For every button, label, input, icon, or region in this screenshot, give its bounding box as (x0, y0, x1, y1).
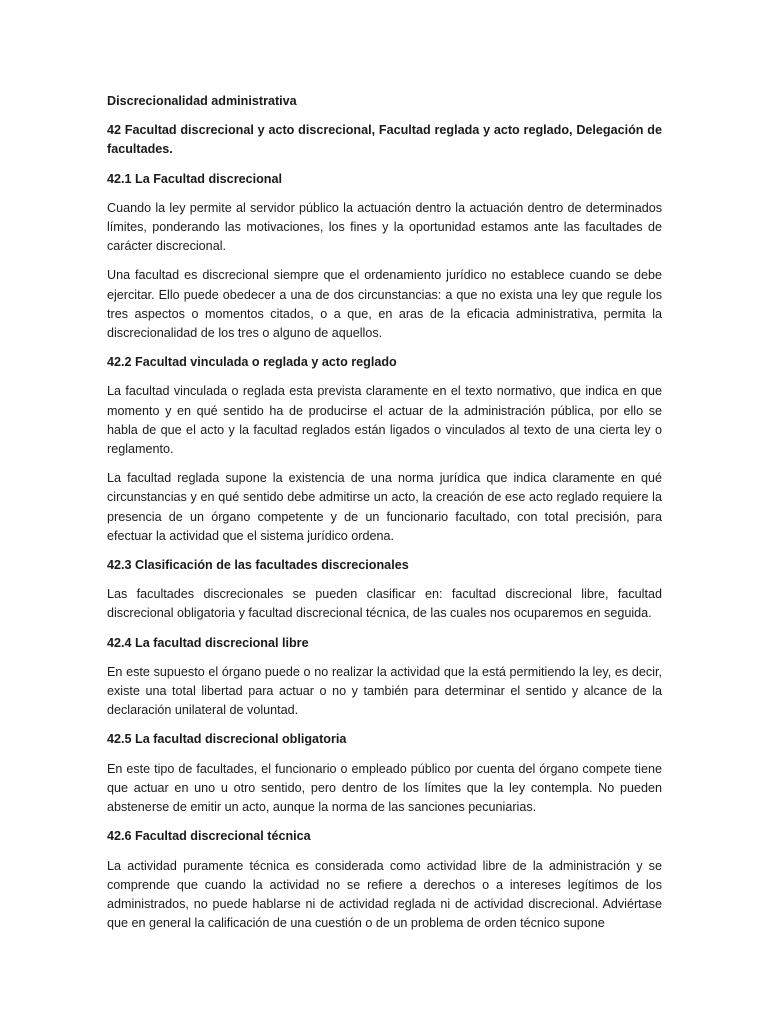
section-heading-42-1: 42.1 La Facultad discrecional (107, 171, 282, 186)
paragraph: En este tipo de facultades, el funcionario o empleado público por cuenta del órgano compete tiene que actuar en uno u otro sentido, pero dentro de los límites que la ley contempla. No pueden abstenerse de emitir un acto, aunque la norma de las sanciones pecuniarias. (107, 761, 662, 815)
paragraph: La facultad vinculada o reglada esta prevista claramente en el texto normativo, que indica en que momento y en qué sentido ha de producirse el actuar de la administración pública, por ello se habla de que el acto y la facultad reglados están ligados o vinculados al texto de una cierta ley o reglamento. (107, 384, 662, 457)
section-heading-42-6: 42.6 Facultad discrecional técnica (107, 829, 311, 844)
paragraph: La facultad reglada supone la existencia de una norma jurídica que indica claramente en qué circunstancias y en qué sentido debe admitirse un acto, la creación de ese acto reglado requiere la presencia de un órgano competente y de un funcionario facultado, con total precisión, para efectuar la actividad que el sistema jurídico ordena. (107, 471, 662, 543)
paragraph: La actividad puramente técnica es considerada como actividad libre de la administración y se comprende que cuando la actividad no se refiere a derechos o a intereses legítimos de los administrados, no puede hablarse ni de actividad reglada ni de actividad discrecional. Adviértase que en general la calificación de una cuestión o de un problema de orden técnico supone (107, 858, 662, 931)
paragraph: Las facultades discrecionales se pueden clasificar en: facultad discrecional libre, facultad discrecional obligatoria y facultad discrecional técnica, de las cuales nos ocuparemos en seguida. (107, 587, 662, 621)
section-heading-42-5: 42.5 La facultad discrecional obligatoria (107, 732, 347, 747)
paragraph: Cuando la ley permite al servidor público la actuación dentro la actuación dentro de determinados límites, ponderando las motivaciones, los fines y la oportunidad estamos ante las facultades de carácter discrecional. (107, 200, 662, 254)
section-heading-42-2: 42.2 Facultad vinculada o reglada y acto reglado (107, 355, 397, 370)
chapter-heading: 42 Facultad discrecional y acto discrecional, Facultad reglada y acto reglado, Delegación de facultades. (107, 123, 662, 157)
paragraph: Una facultad es discrecional siempre que el ordenamiento jurídico no establece cuando se debe ejercitar. Ello puede obedecer a una de dos circunstancias: a que no exista una ley que regule los tres aspectos o momentos citados, o a que, en aras de la eficacia administrativa, permita la discrecionalidad de los tres o alguno de aquellos. (107, 268, 662, 341)
section-heading-42-3: 42.3 Clasificación de las facultades discrecionales (107, 558, 409, 573)
section-heading-42-4: 42.4 La facultad discrecional libre (107, 635, 309, 650)
document-page (107, 92, 662, 943)
paragraph: En este supuesto el órgano puede o no realizar la actividad que la está permitiendo la ley, es decir, existe una total libertad para actuar o no y también para determinar el sentido y alcance de la declaración unilateral de voluntad. (107, 664, 662, 718)
document-title: Discrecionalidad administrativa (107, 94, 297, 108)
